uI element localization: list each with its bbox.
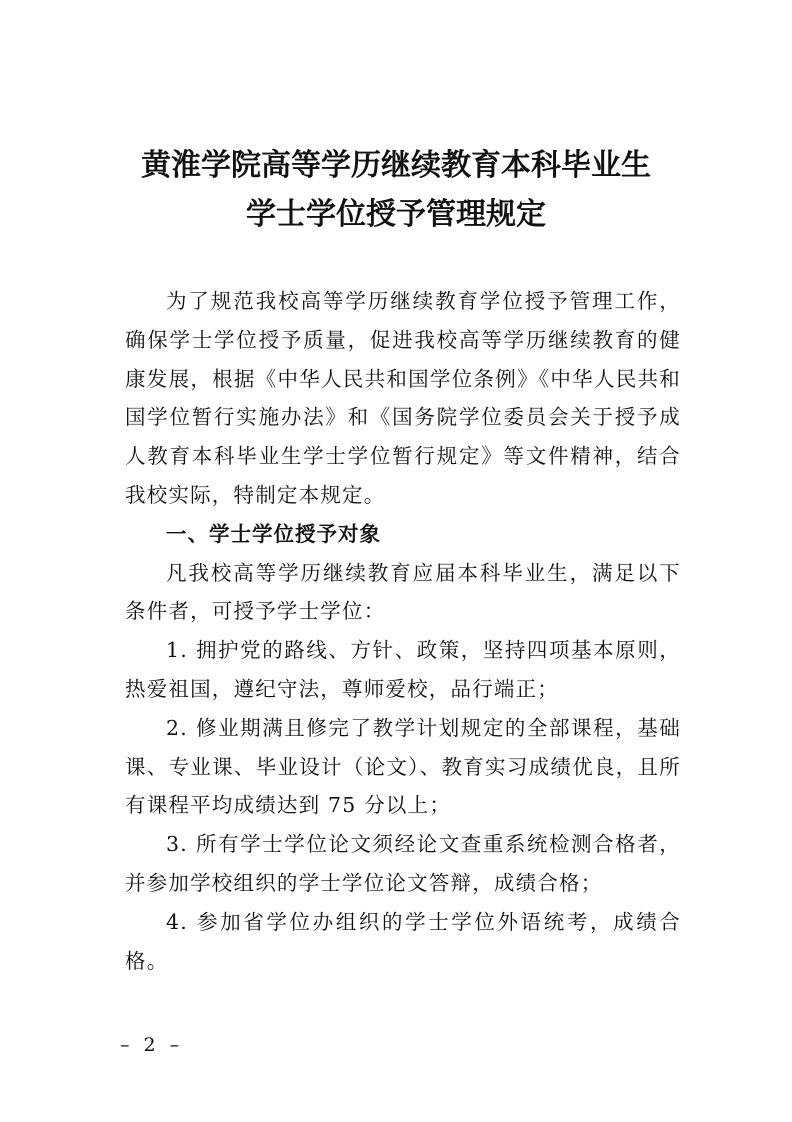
- document-body: [125, 282, 681, 980]
- condition-2-paragraph: 2. 修业期满且修完了教学计划规定的全部课程，基础课、专业课、毕业设计（论文）、教育实习成绩优良，且所有课程平均成绩达到 75 分以上；: [125, 715, 681, 818]
- document-title-line-2: 学士学位授予管理规定: [246, 197, 546, 232]
- condition-3-paragraph: 3. 所有学士学位论文须经论文查重系统检测合格者，并参加学校组织的学士学位论文答辩，成绩合格；: [125, 832, 681, 895]
- condition-4-paragraph: 4. 参加省学位办组织的学士学位外语统考，成绩合格。: [125, 909, 681, 973]
- condition-1-paragraph: 1. 拥护党的路线、方针、政策，坚持四项基本原则，热爱祖国，遵纪守法，尊师爱校，品行端正；: [125, 638, 681, 701]
- section-1-paragraph: 凡我校高等学历继续教育应届本科毕业生，满足以下条件者，可授予学士学位：: [125, 560, 681, 624]
- intro-paragraph: 为了规范我校高等学历继续教育学位授予管理工作，确保学士学位授予质量，促进我校高等学历继续教育的健康发展，根据《中华人民共和国学位条例》《中华人民共和国学位暂行实施办法》和《国务院学位委员会关于授予成人教育本科毕业生学士学位暂行规定》等文件精神，结合我校实际，特制定本规定。: [125, 289, 681, 507]
- section-1-heading: 一、学士学位授予对象: [166, 521, 381, 546]
- page-number: – 2 –: [120, 1034, 184, 1056]
- document-title-line-1: 黄淮学院高等学历继续教育本科毕业生: [141, 148, 651, 183]
